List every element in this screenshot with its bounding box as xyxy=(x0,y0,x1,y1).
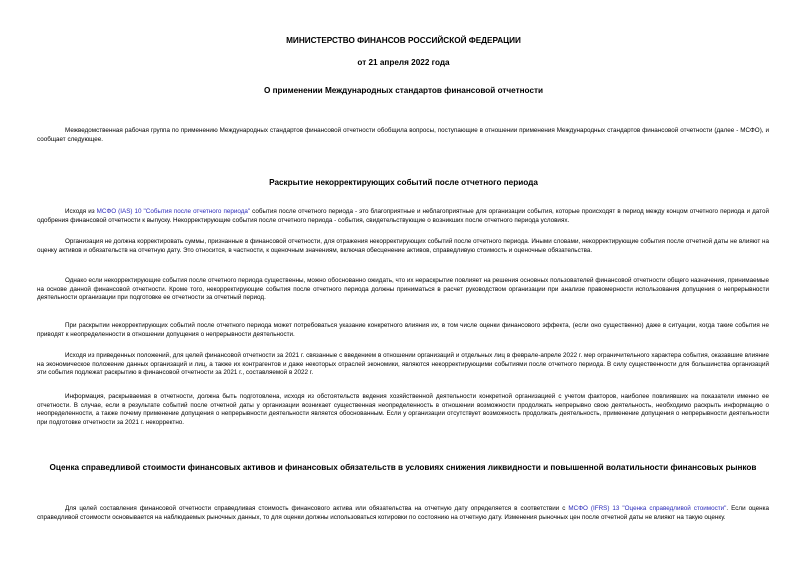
document-date: от 21 апреля 2022 года xyxy=(357,58,450,67)
section1-p1-after: события после отчетного периода - это благоприятные и неблагоприятные для организации события, которые происходят в период между концом отчетного периода и датой одобрения финансовой отчетности к выпуску. Некорректирующие события после отчетного периода - события, свидетельствующие о возникших после отчетного периода условиях. xyxy=(37,208,769,224)
section1-paragraph-4: При раскрытии некорректирующих событий после отчетного периода может потребоваться указание конкретного влияния их, в том числе оценки финансового эффекта, (если оно существенно) даже в ситуации, когда такие события не приводят к неопределенности в отношении допущения о непрерывности деятельности. xyxy=(37,322,769,338)
section1-paragraph-2: Организация не должна корректировать суммы, признанные в финансовой отчетности, для отражения некорректирующих событий после отчетного периода. Иными словами, некорректирующие события после отчетной даты не влияют на оценку активов и обязательств на отчетную дату. Это относится, в частности, к оценочным значениям, включая обесценение активов, справедливую стоимость и оценочные обязательства. xyxy=(37,238,769,254)
section2-heading: Оценка справедливой стоимости финансовых активов и финансовых обязательств в условиях снижения ликвидности и повышенной волатильности финансовых рынков xyxy=(49,463,757,472)
ministry-header: МИНИСТЕРСТВО ФИНАНСОВ РОССИЙСКОЙ ФЕДЕРАЦИИ xyxy=(286,36,521,45)
intro-paragraph: Межведомственная рабочая группа по применению Международных стандартов финансовой отчетности обобщила вопросы, поступающие в отношении применения Международных стандартов финансовой отчетности (далее - МСФО), и сообщает следующее. xyxy=(37,127,769,143)
ias10-link[interactable]: МСФО (IAS) 10 "События после отчетного периода" xyxy=(96,208,251,215)
section1-paragraph-6: Информация, раскрываемая в отчетности, должна быть подготовлена, исходя из обстоятельств ведения хозяйственной деятельности конкретной организацией с учетом факторов, наиболее повлиявших на показатели именно ее отчетности. В случае, если в результате событий после отчетной даты у организации возникает существенная неопределенность в отношении возможности продолжать непрерывно свою деятельность, необходимо раскрыть информацию о неопределенности, а также почему применение допущения о непрерывности деятельности является обоснованным. Если у организации отсутствует возможность продолжать деятельность, применение допущения о непрерывности деятельности при подготовке отчетности за 2021 г. некорректно. xyxy=(37,393,769,426)
section1-paragraph-1 xyxy=(37,208,769,225)
section1-p1-before: Исходя из xyxy=(65,208,97,215)
document-title: О применении Международных стандартов финансовой отчетности xyxy=(263,86,544,95)
ifrs13-link[interactable]: МСФО (IFRS) 13 "Оценка справедливой стоимости" xyxy=(568,505,727,512)
section1-heading: Раскрытие некорректирующих событий после отчетного периода xyxy=(269,178,538,187)
section1-paragraph-5: Исходя из приведенных положений, для целей финансовой отчетности за 2021 г. связанные с введением в отношении организаций и отдельных лиц в феврале-апреле 2022 г. мер ограничительного характера события, оказавшие влияние на экономическое положение данных организаций и лиц, а также их контрагентов и даже некоторых отраслей экономики, являются некорректирующими событиями после отчетного периода. В силу существенности для большинства организаций эти события подлежат раскрытию в финансовой отчетности за 2021 г., составляемой в 2022 г. xyxy=(37,352,769,377)
section2-p1-before: Для целей составления финансовой отчетности справедливая стоимость финансового актива или обязательства на отчетную дату определяется в соответствии с xyxy=(65,505,569,512)
section2-paragraph-1 xyxy=(37,505,769,522)
section1-paragraph-3: Однако если некорректирующие события после отчетного периода существенны, можно обоснованно ожидать, что их нераскрытие повлияет на решения основных пользователей финансовой отчетности общего назначения, принимаемые на основе данной финансовой отчетности. Кроме того, некорректирующие события после отчетного периода должны приниматься в расчет руководством организации при анализе правомерности использования допущения о непрерывности деятельности организации при подготовке ее отчетности за отчетный период. xyxy=(37,277,769,302)
section2-p1-after: . Если оценка справедливой стоимости основывается на наблюдаемых рыночных данных, то для оценки должны использоваться котировки по состоянию на отчетную дату. Изменения рыночных цен после отчетной даты не влияют на такую оценку. xyxy=(37,505,770,521)
